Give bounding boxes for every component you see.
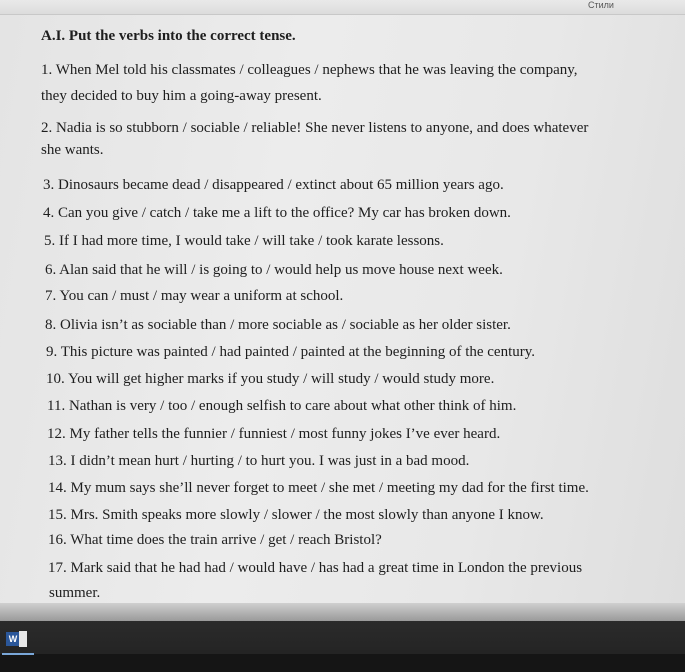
exercise-line: 9. This picture was painted / had painted / painted at the beginning of the century. <box>46 344 536 360</box>
exercise-line: 17. Mark said that he had had / would have / has had a great time in London the previous <box>48 560 583 576</box>
styles-group-label[interactable]: Стили <box>588 0 614 10</box>
taskbar-bottom <box>0 654 685 672</box>
exercise-line: 12. My father tells the funnier / funniest / most funny jokes I’ve ever heard. <box>47 426 501 442</box>
ribbon-strip <box>0 0 685 15</box>
exercise-line: 1. When Mel told his classmates / colleagues / nephews that he was leaving the company, <box>41 62 578 78</box>
document-icon <box>19 631 27 647</box>
exercise-line: 14. My mum says she’ll never forget to meet / she met / meeting my dad for the first time. <box>48 480 589 496</box>
word-taskbar-button[interactable] <box>2 627 34 655</box>
exercise-line: 7. You can / must / may wear a uniform at school. <box>45 288 344 304</box>
exercise-line: 5. If I had more time, I would take / will take / took karate lessons. <box>44 233 444 249</box>
exercise-line: 3. Dinosaurs became dead / disappeared / extinct about 65 million years ago. <box>43 177 504 193</box>
exercise-line: 8. Olivia isn’t as sociable than / more sociable as / sociable as her older sister. <box>45 317 511 333</box>
exercise-line: 16. What time does the train arrive / get / reach Bristol? <box>48 532 382 548</box>
exercise-line: 4. Can you give / catch / take me a lift to the office? My car has broken down. <box>43 205 511 221</box>
exercise-line: they decided to buy him a going-away present. <box>41 88 322 104</box>
exercise-heading: A.I. Put the verbs into the correct tense. <box>41 28 296 44</box>
page-bottom-edge <box>0 603 685 621</box>
exercise-line: 13. I didn’t mean hurt / hurting / to hurt you. I was just in a bad mood. <box>48 453 470 469</box>
exercise-line: 6. Alan said that he will / is going to / would help us move house next week. <box>45 262 503 278</box>
word-app-icon: W <box>6 632 20 646</box>
exercise-line: summer. <box>49 585 101 601</box>
document-page[interactable] <box>0 15 685 603</box>
exercise-line: 10. You will get higher marks if you study / will study / would study more. <box>46 371 495 387</box>
exercise-line: 11. Nathan is very / too / enough selfish to care about what other think of him. <box>47 398 517 414</box>
exercise-line: 2. Nadia is so stubborn / sociable / reliable! She never listens to anyone, and does whatever <box>41 120 589 136</box>
exercise-line: 15. Mrs. Smith speaks more slowly / slower / the most slowly than anyone I know. <box>48 507 544 523</box>
exercise-line: she wants. <box>41 142 104 158</box>
